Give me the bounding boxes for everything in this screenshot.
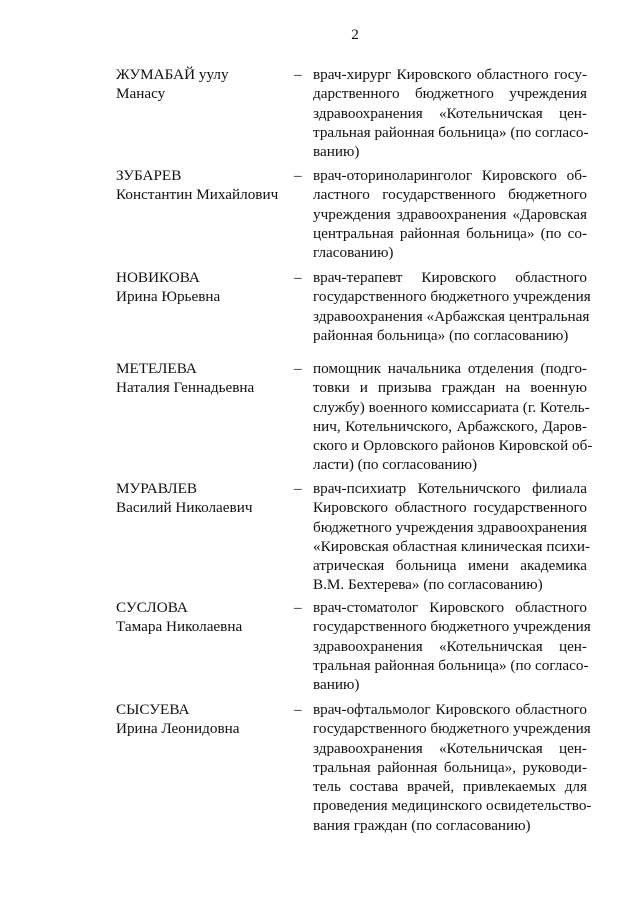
dash-separator: –	[294, 599, 302, 616]
member-name	[116, 479, 291, 518]
member-given-name: Наталия Геннадьевна	[116, 379, 255, 397]
position-line: врач-стоматолог Кировского областного	[313, 599, 587, 616]
position-line: районная больница» (по согласованию)	[313, 326, 569, 344]
position-line: здравоохранения «Котельничская цен-	[313, 104, 587, 122]
member-given-name: Ирина Юрьевна	[116, 288, 221, 306]
member-surname: МУРАВЛЕВ	[116, 480, 197, 497]
position-line: проведения медицинского освидетельство-	[313, 797, 592, 815]
position-line: бюджетного учреждения здравоохранения	[313, 518, 587, 536]
position-line: тральная районная больница» (по согласо-	[313, 656, 589, 674]
member-name	[116, 359, 291, 398]
member-position	[313, 598, 591, 694]
dash-separator: –	[294, 269, 302, 286]
position-line: тель состава врачей, привлекаемых для	[313, 778, 587, 796]
position-line: учреждения здравоохранения «Даровская	[313, 205, 587, 223]
position-line: атрическая больница имени академика	[313, 557, 587, 575]
member-given-name: Манасу	[116, 85, 166, 103]
member-name	[116, 166, 291, 205]
member-position	[313, 359, 593, 475]
position-line: ласти) (по согласованию)	[313, 456, 478, 474]
position-line: Кировского областного государственного	[313, 499, 587, 517]
position-line: здравоохранения «Котельничская цен-	[313, 739, 587, 757]
member-name	[116, 598, 291, 637]
member-position	[313, 479, 591, 595]
position-line: здравоохранения «Арбажская центральная	[313, 307, 590, 325]
member-given-name: Константин Михайлович	[116, 186, 279, 204]
position-line: «Кировская областная клиническая психи-	[313, 537, 591, 555]
member-name	[116, 268, 291, 307]
member-surname: ЗУБАРЕВ	[116, 167, 182, 184]
dash-separator: –	[294, 480, 302, 497]
position-line: гласованию)	[313, 244, 394, 262]
position-line: товки и призыва граждан на военную	[313, 379, 587, 397]
member-given-name: Ирина Леонидовна	[116, 720, 240, 738]
member-surname: СЫСУЕВА	[116, 701, 190, 718]
position-line: тральная районная больница», руководи-	[313, 758, 587, 776]
member-given-name: Василий Николаевич	[116, 499, 253, 517]
member-name	[116, 65, 291, 104]
position-line: вания граждан (по согласованию)	[313, 816, 531, 834]
position-line: врач-оториноларинголог Кировского об-	[313, 167, 587, 184]
dash-separator: –	[294, 701, 302, 718]
position-line: центральная районная больница» (по со-	[313, 224, 587, 242]
position-line: ванию)	[313, 143, 360, 161]
position-line: государственного бюджетного учреждения	[313, 288, 591, 306]
member-surname: ЖУМАБАЙ уулу	[116, 66, 229, 83]
member-surname: НОВИКОВА	[116, 269, 200, 286]
dash-separator: –	[294, 167, 302, 184]
member-position	[313, 166, 587, 262]
member-position	[313, 268, 591, 345]
position-line: здравоохранения «Котельничская цен-	[313, 637, 587, 655]
position-line: государственного бюджетного учреждения	[313, 720, 591, 738]
position-line: врач-хирург Кировского областного госу-	[313, 66, 587, 83]
member-position	[313, 700, 592, 835]
position-line: ванию)	[313, 676, 360, 694]
position-line: ластного государственного бюджетного	[313, 186, 587, 204]
member-surname: СУСЛОВА	[116, 599, 188, 616]
position-line: помощник начальника отделения (подго-	[313, 360, 587, 377]
member-position	[313, 65, 587, 161]
page-number: 2	[351, 26, 359, 43]
position-line: врач-офтальмолог Кировского областного	[313, 701, 587, 718]
position-line: ского и Орловского районов Кировской об-	[313, 437, 593, 455]
position-line: дарственного бюджетного учреждения	[313, 85, 587, 103]
member-surname: МЕТЕЛЕВА	[116, 360, 197, 377]
dash-separator: –	[294, 66, 302, 83]
position-line: нич, Котельничского, Арбажского, Даров-	[313, 417, 587, 435]
position-line: врач-терапевт Кировского областного	[313, 269, 587, 286]
dash-separator: –	[294, 360, 302, 377]
position-line: службу) военного комиссариата (г. Котель-	[313, 398, 590, 416]
position-line: врач-психиатр Котельничского филиала	[313, 480, 587, 497]
position-line: тральная районная больница» (по согласо-	[313, 123, 589, 141]
member-given-name: Тамара Николаевна	[116, 618, 243, 636]
position-line: В.М. Бехтерева» (по согласованию)	[313, 576, 543, 594]
position-line: государственного бюджетного учреждения	[313, 618, 591, 636]
member-name	[116, 700, 291, 739]
